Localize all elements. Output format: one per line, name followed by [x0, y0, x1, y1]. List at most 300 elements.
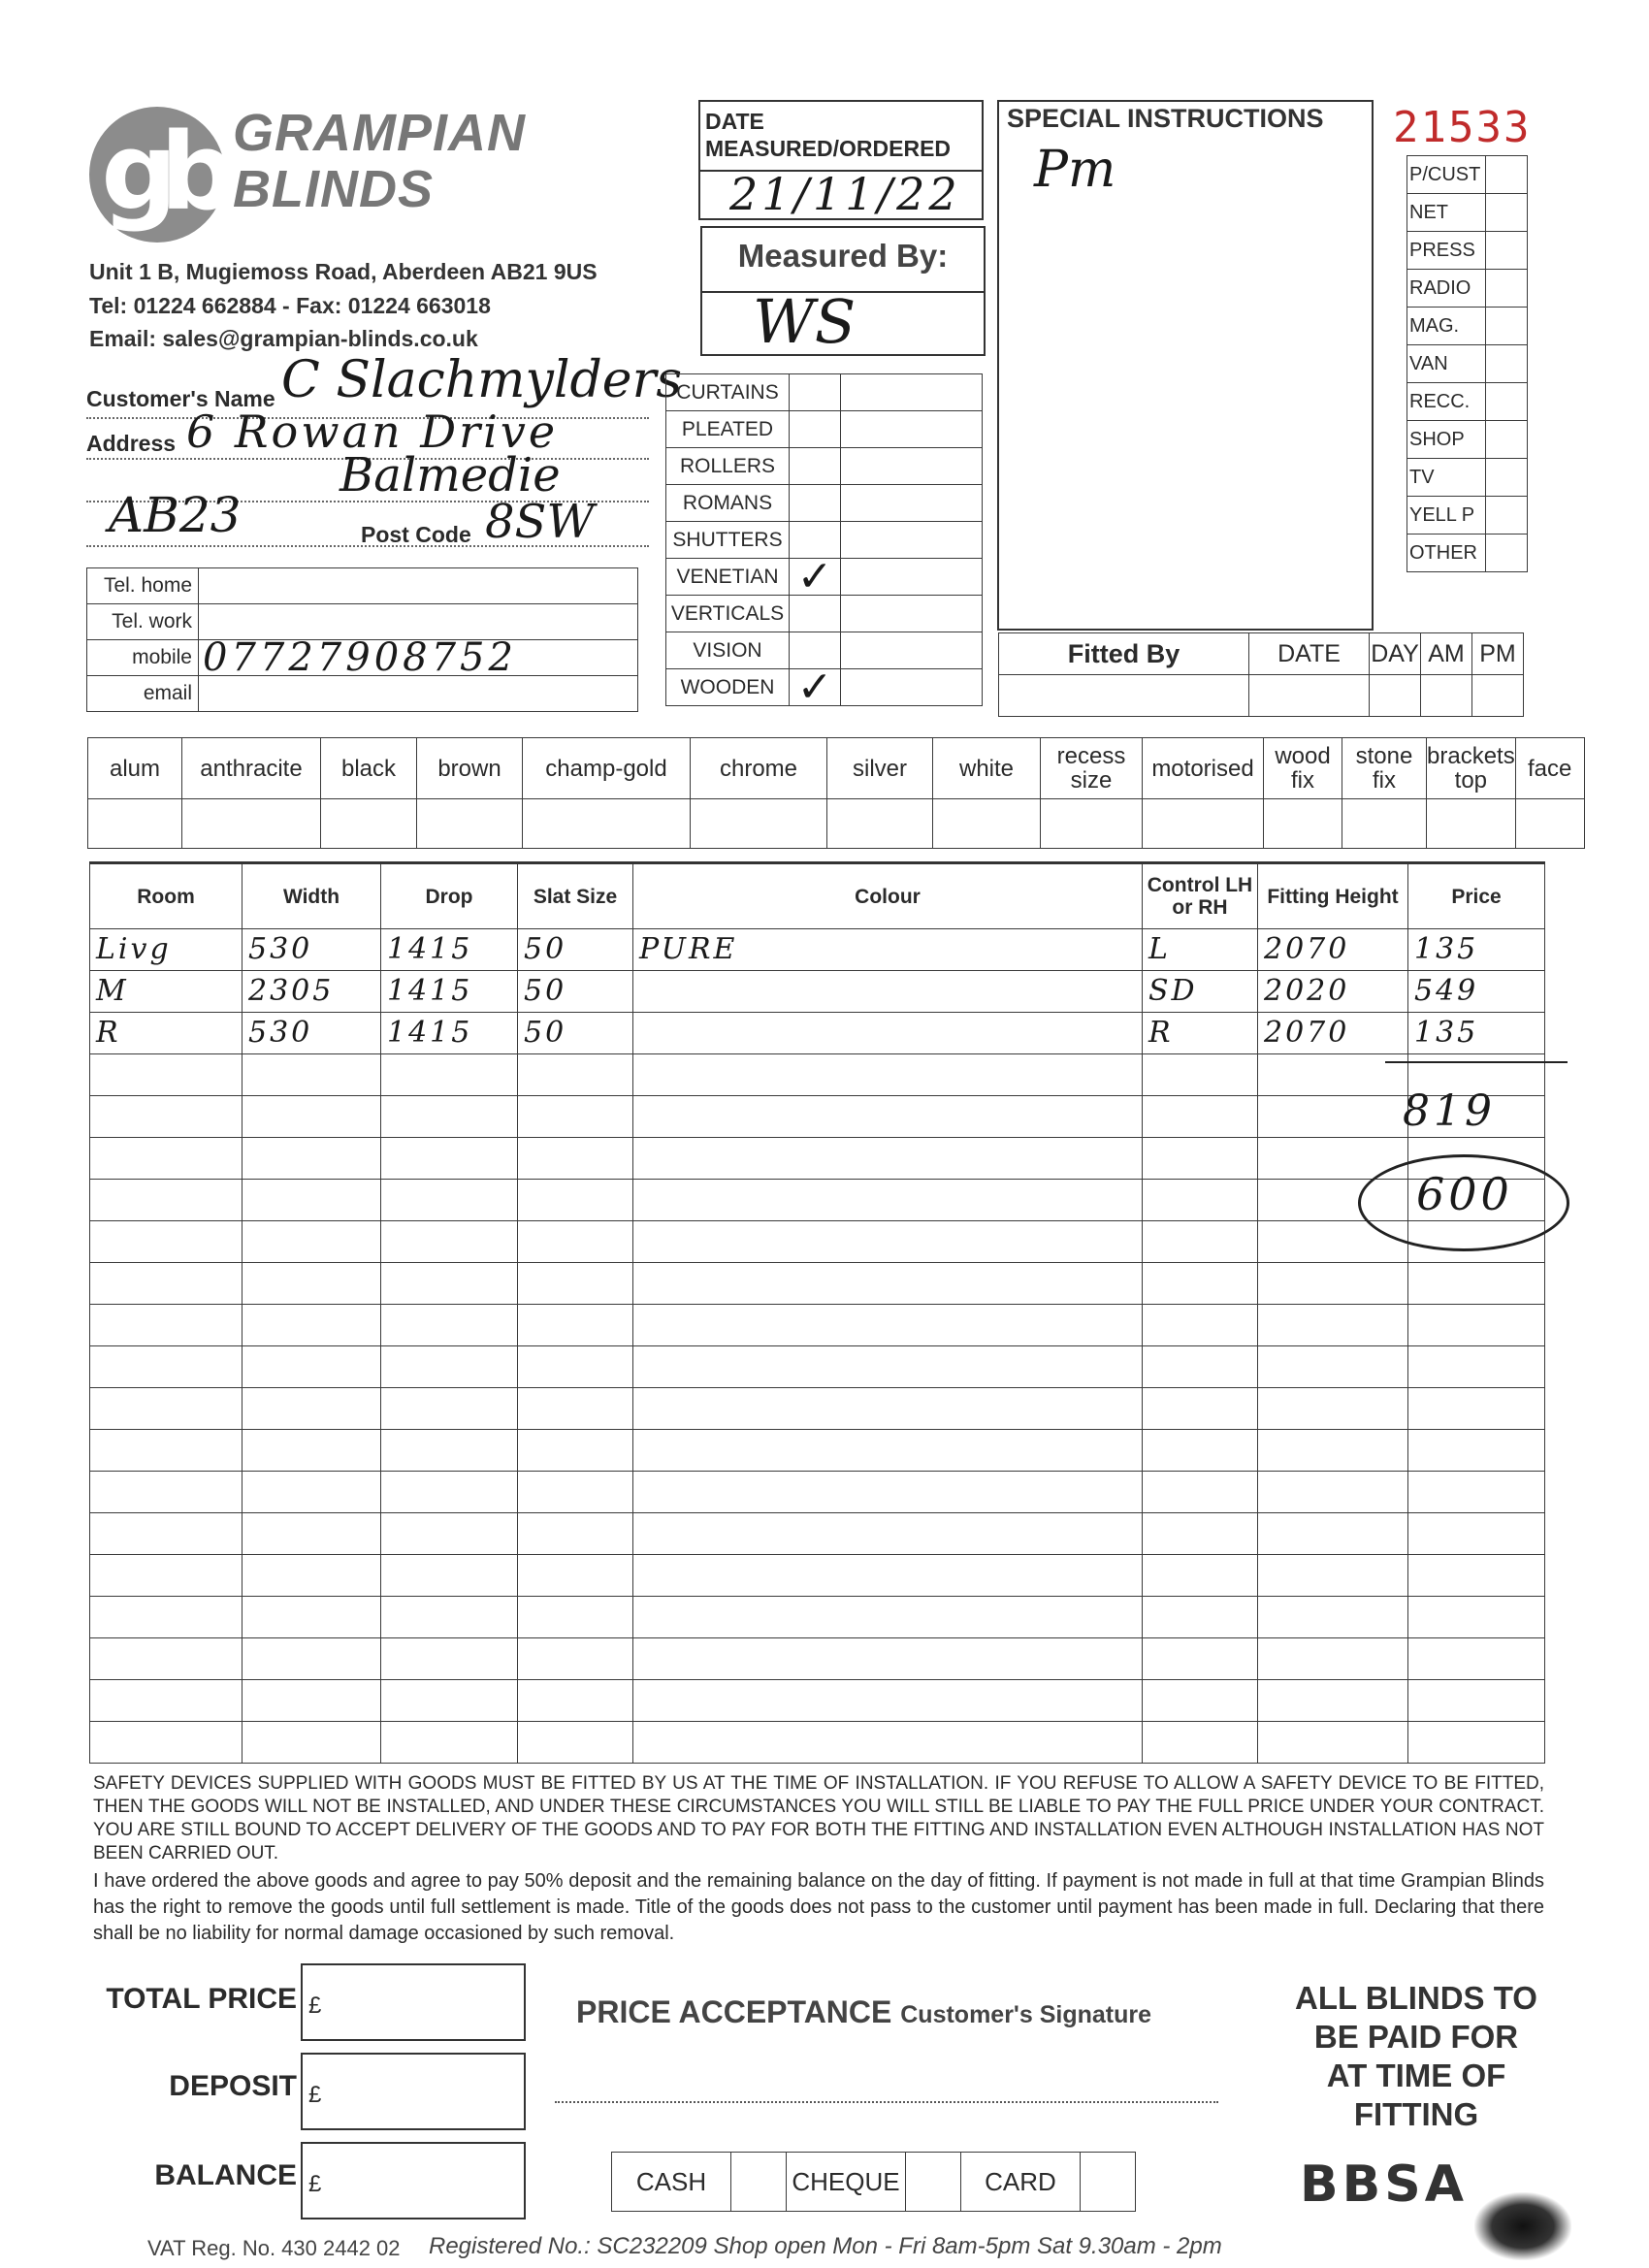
option-field[interactable]: [1515, 799, 1584, 849]
deposit-field[interactable]: [301, 2053, 526, 2130]
date-measured-box: [698, 100, 984, 220]
table-row: [90, 1263, 1545, 1305]
order-cell[interactable]: [1408, 1638, 1545, 1680]
option-field[interactable]: [1143, 799, 1264, 849]
option-field[interactable]: [523, 799, 691, 849]
table-row: [90, 1722, 1545, 1764]
order-cell[interactable]: [381, 1096, 518, 1138]
fitted-day-field[interactable]: [1370, 675, 1421, 717]
date-label-2: MEASURED/ORDERED: [705, 136, 952, 161]
order-cell[interactable]: [633, 1680, 1143, 1722]
agreement-terms: I have ordered the above goods and agree to pay 50% deposit and the remaining balance on the day of fitting. If payment is not made in full at that time Grampian Blinds has the right to remove the goods until full settlement is made. Title of the goods does not pass to the customer until payment has been made in full. Declaring that there shall be no liability for normal damage occasioned by such removal.: [93, 1870, 1544, 1944]
order-cell[interactable]: [381, 1346, 518, 1388]
option-label: white: [933, 738, 1041, 799]
order-cell[interactable]: 50: [518, 971, 633, 1013]
source-label: RECC.: [1407, 383, 1486, 421]
address-value-2: Balmedie: [340, 448, 561, 502]
order-cell[interactable]: [1143, 1680, 1258, 1722]
order-cell[interactable]: [242, 1597, 381, 1638]
order-cell[interactable]: 2305: [242, 971, 381, 1013]
source-checkbox[interactable]: [1486, 535, 1528, 572]
contact-value[interactable]: 07727908752: [199, 640, 638, 676]
postcode-part-a: AB23: [109, 487, 242, 543]
order-cell[interactable]: [1258, 1054, 1408, 1096]
option-label: chrome: [691, 738, 827, 799]
subtotal-rule: [1385, 1061, 1568, 1063]
order-cell[interactable]: [90, 1138, 242, 1180]
order-cell[interactable]: [1408, 1555, 1545, 1597]
order-cell[interactable]: [242, 1638, 381, 1680]
order-cell[interactable]: [1258, 1638, 1408, 1680]
option-field[interactable]: [88, 799, 182, 849]
source-row: [1407, 535, 1528, 572]
blind-type-row: [666, 669, 983, 706]
order-cell[interactable]: [518, 1472, 633, 1513]
option-label: anthracite: [182, 738, 321, 799]
order-cell[interactable]: [1258, 1263, 1408, 1305]
option-field[interactable]: [1427, 799, 1516, 849]
table-row: [90, 1346, 1545, 1388]
order-cell[interactable]: [1143, 1305, 1258, 1346]
blind-type-qty[interactable]: [841, 485, 983, 522]
measured-by-value[interactable]: WS: [753, 286, 857, 357]
order-cell[interactable]: [1143, 1221, 1258, 1263]
contact-label: email: [87, 676, 199, 712]
order-cell[interactable]: [633, 1013, 1143, 1054]
order-cell[interactable]: [1408, 1722, 1545, 1764]
order-cell[interactable]: [633, 1472, 1143, 1513]
option-field[interactable]: [321, 799, 417, 849]
blind-type-qty[interactable]: [841, 522, 983, 559]
blind-type-qty[interactable]: [841, 669, 983, 706]
option-label: stone fix: [1342, 738, 1427, 799]
contact-row: [87, 568, 638, 604]
order-cell[interactable]: 530: [242, 929, 381, 971]
order-cell[interactable]: PURE: [633, 929, 1143, 971]
option-field[interactable]: [933, 799, 1041, 849]
order-cell[interactable]: [90, 1722, 242, 1764]
order-cell[interactable]: [90, 1221, 242, 1263]
order-cell[interactable]: [518, 1430, 633, 1472]
order-cell[interactable]: [633, 1722, 1143, 1764]
order-cell[interactable]: [518, 1138, 633, 1180]
order-cell[interactable]: [633, 971, 1143, 1013]
order-cell[interactable]: [90, 1555, 242, 1597]
order-cell[interactable]: [381, 1513, 518, 1555]
brand-line1: GRAMPIAN: [233, 104, 526, 162]
order-cell[interactable]: [518, 1722, 633, 1764]
order-cell[interactable]: [242, 1096, 381, 1138]
order-cell[interactable]: [381, 1430, 518, 1472]
logo-letters: gb: [101, 110, 219, 234]
blind-type-qty[interactable]: [841, 448, 983, 485]
order-cell[interactable]: [633, 1430, 1143, 1472]
address-value-1: 6 Rowan Drive: [186, 405, 559, 458]
order-cell[interactable]: [1143, 1263, 1258, 1305]
blind-type-label: VISION: [666, 632, 790, 669]
order-cell[interactable]: [1258, 1722, 1408, 1764]
blind-type-row: [666, 485, 983, 522]
source-row: [1407, 194, 1528, 232]
order-cell[interactable]: L: [1143, 929, 1258, 971]
order-cell[interactable]: [1258, 1680, 1408, 1722]
balance-currency: £: [308, 2171, 322, 2197]
vat-number: VAT Reg. No. 430 2442 02: [147, 2236, 401, 2260]
blind-type-qty[interactable]: [841, 559, 983, 596]
blind-type-checkbox[interactable]: [790, 485, 841, 522]
order-cell[interactable]: [1143, 1054, 1258, 1096]
brand-line2: BLINDS: [233, 160, 434, 218]
blind-type-row: [666, 448, 983, 485]
order-cell[interactable]: [381, 1638, 518, 1680]
option-label: silver: [827, 738, 933, 799]
total-price-field[interactable]: [301, 1963, 526, 2041]
order-cell[interactable]: [518, 1638, 633, 1680]
order-cell[interactable]: [242, 1430, 381, 1472]
order-cell[interactable]: [90, 1305, 242, 1346]
blind-type-label: CURTAINS: [666, 374, 790, 411]
payment-notice: [1261, 1979, 1571, 2134]
order-cell[interactable]: [633, 1096, 1143, 1138]
order-cell[interactable]: [242, 1054, 381, 1096]
notice-line-1: ALL BLINDS TO: [1295, 1980, 1537, 2016]
deposit-label: DEPOSIT: [169, 2070, 297, 2102]
order-cell[interactable]: [90, 1638, 242, 1680]
order-cell[interactable]: [242, 1513, 381, 1555]
order-cell[interactable]: [1408, 1472, 1545, 1513]
order-cell[interactable]: [1258, 1388, 1408, 1430]
order-cell[interactable]: [1258, 1513, 1408, 1555]
payment-method-label: CARD: [961, 2153, 1081, 2212]
total-price-currency: £: [308, 1993, 322, 2019]
blind-type-checkbox[interactable]: [790, 551, 841, 601]
order-cell[interactable]: [381, 1388, 518, 1430]
order-cell[interactable]: [242, 1472, 381, 1513]
order-cell[interactable]: [1408, 1263, 1545, 1305]
blind-type-qty[interactable]: [841, 374, 983, 411]
order-cell[interactable]: [1143, 1472, 1258, 1513]
order-cell[interactable]: [518, 1388, 633, 1430]
order-cell[interactable]: [90, 1054, 242, 1096]
option-label: face: [1515, 738, 1584, 799]
order-header: Drop: [381, 863, 518, 929]
order-cell[interactable]: SD: [1143, 971, 1258, 1013]
order-cell[interactable]: [1143, 1180, 1258, 1221]
order-cell[interactable]: [242, 1680, 381, 1722]
table-row: [90, 1221, 1545, 1263]
order-cell[interactable]: 1415: [381, 929, 518, 971]
price-acceptance: [576, 1994, 1151, 2030]
table-row: [90, 929, 1545, 971]
order-cell[interactable]: [1143, 1430, 1258, 1472]
order-cell[interactable]: [90, 1472, 242, 1513]
order-header: Control LH or RH: [1143, 863, 1258, 929]
order-cell[interactable]: [1258, 1346, 1408, 1388]
order-cell[interactable]: 2070: [1258, 929, 1408, 971]
order-cell[interactable]: [1408, 1388, 1545, 1430]
order-header: Room: [90, 863, 242, 929]
order-cell[interactable]: [242, 1722, 381, 1764]
option-label: brackets top: [1427, 738, 1516, 799]
source-label: TV: [1407, 459, 1486, 497]
order-cell[interactable]: [633, 1555, 1143, 1597]
order-cell[interactable]: [1258, 1096, 1408, 1138]
order-cell[interactable]: [1408, 1597, 1545, 1638]
blind-type-checkbox[interactable]: [790, 662, 841, 712]
table-row: [90, 1513, 1545, 1555]
contact-table: [86, 567, 638, 712]
blind-type-checkbox[interactable]: [790, 448, 841, 485]
blind-type-label: VERTICALS: [666, 596, 790, 632]
table-row: [90, 1638, 1545, 1680]
option-field[interactable]: [417, 799, 523, 849]
source-checkbox[interactable]: [1486, 156, 1528, 194]
order-cell[interactable]: [381, 1263, 518, 1305]
order-cell[interactable]: [633, 1597, 1143, 1638]
order-cell[interactable]: [633, 1263, 1143, 1305]
source-checkbox[interactable]: [1486, 308, 1528, 345]
order-cell[interactable]: [90, 1180, 242, 1221]
blind-type-qty[interactable]: [841, 411, 983, 448]
order-cell[interactable]: [518, 1180, 633, 1221]
source-row: [1407, 383, 1528, 421]
order-cell[interactable]: [1143, 1096, 1258, 1138]
option-label: black: [321, 738, 417, 799]
order-cell[interactable]: [1258, 1597, 1408, 1638]
form-number: 21533: [1393, 103, 1532, 152]
order-cell[interactable]: [1258, 1472, 1408, 1513]
check-mark: ✓: [796, 551, 833, 601]
date-value[interactable]: 21/11/22: [729, 168, 961, 220]
fitted-date-field[interactable]: [1249, 675, 1370, 717]
payment-method-label: CASH: [612, 2153, 731, 2212]
order-cell[interactable]: 135: [1408, 1013, 1545, 1054]
contact-value[interactable]: [199, 604, 638, 640]
option-label: alum: [88, 738, 182, 799]
fitted-am-label: AM: [1421, 633, 1472, 675]
order-cell[interactable]: [1143, 1597, 1258, 1638]
source-checkbox[interactable]: [1486, 345, 1528, 383]
source-checkbox[interactable]: [1486, 383, 1528, 421]
agreed-total-value: 600: [1416, 1168, 1513, 1220]
order-cell[interactable]: [381, 1680, 518, 1722]
order-cell[interactable]: [518, 1305, 633, 1346]
order-cell[interactable]: [633, 1388, 1143, 1430]
source-row: [1407, 156, 1528, 194]
order-cell[interactable]: [381, 1221, 518, 1263]
contact-label: Tel. home: [87, 568, 199, 604]
option-field[interactable]: [827, 799, 933, 849]
source-label: MAG.: [1407, 308, 1486, 345]
order-cell[interactable]: [518, 1555, 633, 1597]
order-cell[interactable]: Livg: [90, 929, 242, 971]
order-cell[interactable]: 530: [242, 1013, 381, 1054]
fitted-am-field[interactable]: [1421, 675, 1472, 717]
source-row: [1407, 345, 1528, 383]
order-cell[interactable]: [1143, 1346, 1258, 1388]
contact-row: [87, 640, 638, 676]
order-cell[interactable]: [242, 1305, 381, 1346]
fitted-pm-field[interactable]: [1472, 675, 1524, 717]
order-cell[interactable]: [518, 1597, 633, 1638]
blind-type-label: ROMANS: [666, 485, 790, 522]
order-cell[interactable]: [1143, 1138, 1258, 1180]
order-cell[interactable]: [518, 1680, 633, 1722]
blind-type-label: WOODEN: [666, 669, 790, 706]
order-cell[interactable]: [242, 1138, 381, 1180]
option-field[interactable]: [691, 799, 827, 849]
fitted-date-label: DATE: [1249, 633, 1370, 675]
contact-value[interactable]: [199, 568, 638, 604]
order-cell[interactable]: [1143, 1388, 1258, 1430]
order-cell[interactable]: [242, 1221, 381, 1263]
order-cell[interactable]: 2070: [1258, 1013, 1408, 1054]
order-cell[interactable]: [381, 1138, 518, 1180]
fitted-pm-label: PM: [1472, 633, 1524, 675]
order-cell[interactable]: [381, 1054, 518, 1096]
order-cell[interactable]: [1408, 1346, 1545, 1388]
order-header: Price: [1408, 863, 1545, 929]
option-field[interactable]: [182, 799, 321, 849]
option-label: wood fix: [1264, 738, 1342, 799]
contact-value[interactable]: [199, 676, 638, 712]
order-cell[interactable]: R: [90, 1013, 242, 1054]
fitted-day-label: DAY: [1370, 633, 1421, 675]
order-cell[interactable]: [633, 1638, 1143, 1680]
order-cell[interactable]: [90, 1346, 242, 1388]
order-cell[interactable]: [90, 1096, 242, 1138]
order-cell[interactable]: [633, 1221, 1143, 1263]
order-cell[interactable]: 50: [518, 1013, 633, 1054]
order-cell[interactable]: [90, 1430, 242, 1472]
order-cell[interactable]: M: [90, 971, 242, 1013]
order-cell[interactable]: [242, 1555, 381, 1597]
company-address: Unit 1 B, Mugiemoss Road, Aberdeen AB21 9US: [89, 259, 598, 284]
blind-type-table: [665, 373, 983, 712]
order-cell[interactable]: [1143, 1722, 1258, 1764]
order-cell[interactable]: [1143, 1638, 1258, 1680]
order-cell[interactable]: [518, 1346, 633, 1388]
order-cell[interactable]: [90, 1680, 242, 1722]
order-cell[interactable]: [633, 1054, 1143, 1096]
blind-type-qty[interactable]: [841, 632, 983, 669]
order-cell[interactable]: [90, 1263, 242, 1305]
source-checkbox[interactable]: [1486, 497, 1528, 535]
order-cell[interactable]: [518, 1513, 633, 1555]
order-header: Width: [242, 863, 381, 929]
table-row: [90, 1597, 1545, 1638]
source-checkbox[interactable]: [1486, 459, 1528, 497]
table-row: [90, 1054, 1545, 1096]
order-cell[interactable]: [1258, 1555, 1408, 1597]
signature-line[interactable]: [555, 2101, 1218, 2103]
order-cell[interactable]: [518, 1096, 633, 1138]
order-cell[interactable]: [381, 1180, 518, 1221]
table-row: [90, 971, 1545, 1013]
order-cell[interactable]: [381, 1305, 518, 1346]
notice-line-2: BE PAID FOR: [1313, 2019, 1519, 2055]
order-cell[interactable]: [242, 1388, 381, 1430]
payment-method-checkbox[interactable]: [1081, 2153, 1136, 2212]
blind-type-checkbox[interactable]: [790, 411, 841, 448]
order-cell[interactable]: [242, 1263, 381, 1305]
order-cell[interactable]: [1408, 1680, 1545, 1722]
balance-field[interactable]: [301, 2142, 526, 2219]
order-cell[interactable]: [1408, 1305, 1545, 1346]
order-cell[interactable]: [633, 1305, 1143, 1346]
order-cell[interactable]: [381, 1472, 518, 1513]
order-cell[interactable]: [90, 1597, 242, 1638]
customer-name-value: C Slachmylders: [281, 351, 683, 409]
table-row: [90, 1305, 1545, 1346]
contact-row: [87, 676, 638, 712]
safety-terms: SAFETY DEVICES SUPPLIED WITH GOODS MUST BE FITTED BY US AT THE TIME OF INSTALLATION. IF YOU REFUSE TO ALLOW A SAFETY DEVICE TO BE FITTED, THEN THE GOODS WILL NOT BE INSTALLED, AND UNDER THESE CIRCUMSTANCES YOU WILL STILL BE LIABLE TO PAY THE FULL PRICE UNDER YOUR CONTRACT. YOU ARE STILL BOUND TO ACCEPT DELIVERY OF THE GOODS AND TO PAY FOR BOTH THE FITTING AND INSTALLATION EVEN ALTHOUGH INSTALLATION HAS NOT BEEN CARRIED OUT.: [93, 1773, 1544, 1863]
payment-method-label: CHEQUE: [787, 2153, 906, 2212]
notice-line-3: AT TIME OF: [1326, 2057, 1506, 2093]
order-cell[interactable]: [381, 1555, 518, 1597]
blind-type-checkbox[interactable]: [790, 374, 841, 411]
order-cell[interactable]: [518, 1221, 633, 1263]
option-field[interactable]: [1264, 799, 1342, 849]
order-cell[interactable]: 549: [1408, 971, 1545, 1013]
option-label: champ-gold: [523, 738, 691, 799]
order-cell[interactable]: [1143, 1513, 1258, 1555]
order-cell[interactable]: [633, 1513, 1143, 1555]
order-cell[interactable]: [242, 1180, 381, 1221]
source-checkbox[interactable]: [1486, 270, 1528, 308]
order-cell[interactable]: [518, 1263, 633, 1305]
order-cell[interactable]: [633, 1346, 1143, 1388]
order-cell[interactable]: [90, 1513, 242, 1555]
payment-method-checkbox[interactable]: [731, 2153, 787, 2212]
table-row: [90, 1388, 1545, 1430]
payment-method-checkbox[interactable]: [906, 2153, 961, 2212]
order-cell[interactable]: [633, 1138, 1143, 1180]
order-cell[interactable]: [1258, 1305, 1408, 1346]
blind-type-qty[interactable]: [841, 596, 983, 632]
fitted-by-label: Fitted By: [999, 633, 1249, 675]
order-cell[interactable]: [1143, 1555, 1258, 1597]
contact-row: [87, 604, 638, 640]
order-cell[interactable]: [90, 1388, 242, 1430]
special-instructions-value[interactable]: Pm: [1034, 141, 1116, 199]
option-field[interactable]: [1041, 799, 1143, 849]
source-label: RADIO: [1407, 270, 1486, 308]
order-cell[interactable]: [518, 1054, 633, 1096]
order-cell[interactable]: 50: [518, 929, 633, 971]
order-cell[interactable]: [633, 1180, 1143, 1221]
order-cell[interactable]: [1258, 1430, 1408, 1472]
order-cell[interactable]: [381, 1722, 518, 1764]
order-cell[interactable]: 1415: [381, 971, 518, 1013]
option-field[interactable]: [1342, 799, 1427, 849]
order-cell[interactable]: [1408, 1430, 1545, 1472]
order-cell[interactable]: [381, 1597, 518, 1638]
source-checkbox[interactable]: [1486, 421, 1528, 459]
order-cell[interactable]: [1408, 1513, 1545, 1555]
order-cell[interactable]: 1415: [381, 1013, 518, 1054]
registration-info: Registered No.: SC232209 Shop open Mon - Fri 8am-5pm Sat 9.30am - 2pm: [429, 2233, 1222, 2259]
fitted-by-table: [998, 632, 1524, 717]
order-cell[interactable]: [242, 1346, 381, 1388]
fitted-by-field[interactable]: [999, 675, 1249, 717]
order-cell[interactable]: R: [1143, 1013, 1258, 1054]
source-checkbox[interactable]: [1486, 194, 1528, 232]
source-checkbox[interactable]: [1486, 232, 1528, 270]
blind-type-label: PLEATED: [666, 411, 790, 448]
order-cell[interactable]: 135: [1408, 929, 1545, 971]
order-cell[interactable]: 2020: [1258, 971, 1408, 1013]
